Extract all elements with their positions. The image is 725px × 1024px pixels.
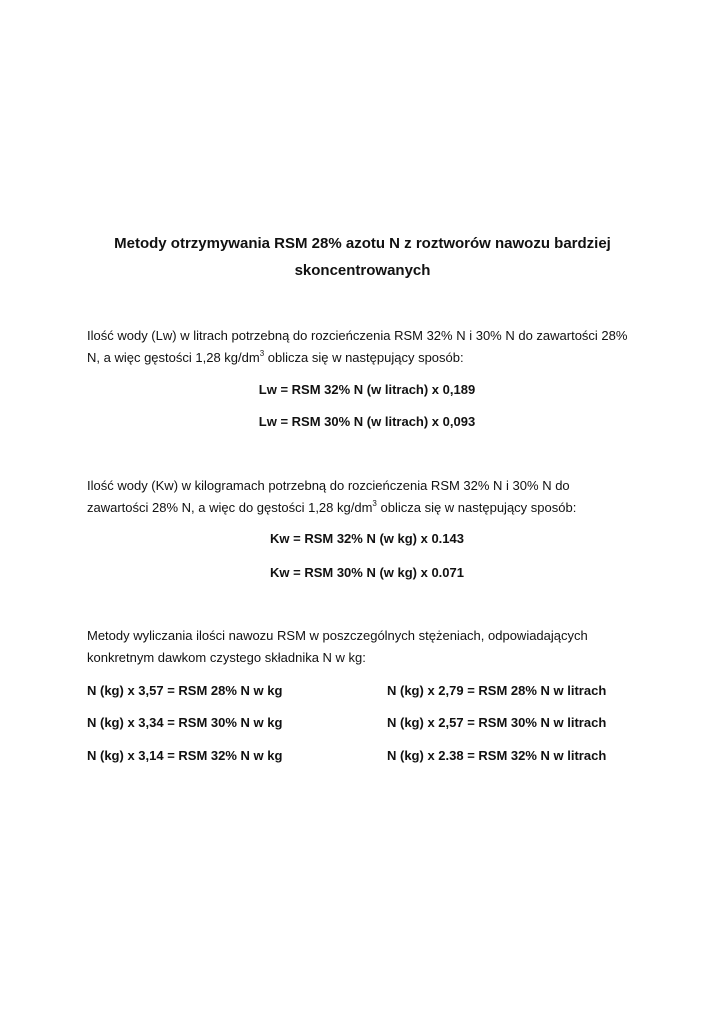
section3-paragraph <box>87 625 647 669</box>
section3-line-1: Metody wyliczania ilości nawozu RSM w poszczególnych stężeniach, odpowiadających <box>87 628 588 643</box>
section2-line-2 <box>87 497 647 519</box>
section2-superscript: 3 <box>372 499 377 508</box>
conversion-kg-30: N (kg) x 3,34 = RSM 30% N w kg <box>87 715 283 730</box>
section1-superscript: 3 <box>259 349 265 358</box>
lw-formula-30: Lw = RSM 30% N (w litrach) x 0,093 <box>258 414 476 429</box>
kw-formula-30: Kw = RSM 30% N (w kg) x 0.071 <box>270 565 464 580</box>
lw-formula-32: Lw = RSM 32% N (w litrach) x 0,189 <box>258 382 476 397</box>
section1-line-1: Ilość wody (Lw) w litrach potrzebną do rozcieńczenia RSM 32% N i 30% N do zawartości 28% <box>87 328 628 343</box>
title-line-2: skoncentrowanych <box>294 262 431 279</box>
conversion-litre-32: N (kg) x 2.38 = RSM 32% N w litrach <box>387 748 607 763</box>
section2-line-2-text: zawartości 28% N, a więc do gęstości 1,28 kg/dm <box>87 500 373 515</box>
document-title <box>90 230 635 284</box>
kw-formula-32: Kw = RSM 32% N (w kg) x 0.143 <box>270 531 464 546</box>
conversion-kg-28: N (kg) x 3,57 = RSM 28% N w kg <box>87 683 283 698</box>
title-line-1: Metody otrzymywania RSM 28% azotu N z roztworów nawozu bardziej <box>114 235 611 252</box>
section2-line-1: Ilość wody (Kw) w kilogramach potrzebną do rozcieńczenia RSM 32% N i 30% N do <box>87 478 570 493</box>
conversion-litre-30: N (kg) x 2,57 = RSM 30% N w litrach <box>387 715 607 730</box>
section3-line-2: konkretnym dawkom czystego składnika N w kg: <box>87 650 366 665</box>
section1-line-2-tail: oblicza się w następujący sposób: <box>264 350 464 365</box>
section2-paragraph <box>87 475 647 519</box>
conversion-litre-28: N (kg) x 2,79 = RSM 28% N w litrach <box>387 683 607 698</box>
section2-line-2-tail: oblicza się w następujący sposób: <box>376 500 577 515</box>
section1-line-2-text: N, a więc gęstości 1,28 kg/dm <box>87 350 260 365</box>
section1-line-2 <box>87 347 647 369</box>
section1-paragraph <box>87 325 647 369</box>
conversion-kg-32: N (kg) x 3,14 = RSM 32% N w kg <box>87 748 283 763</box>
